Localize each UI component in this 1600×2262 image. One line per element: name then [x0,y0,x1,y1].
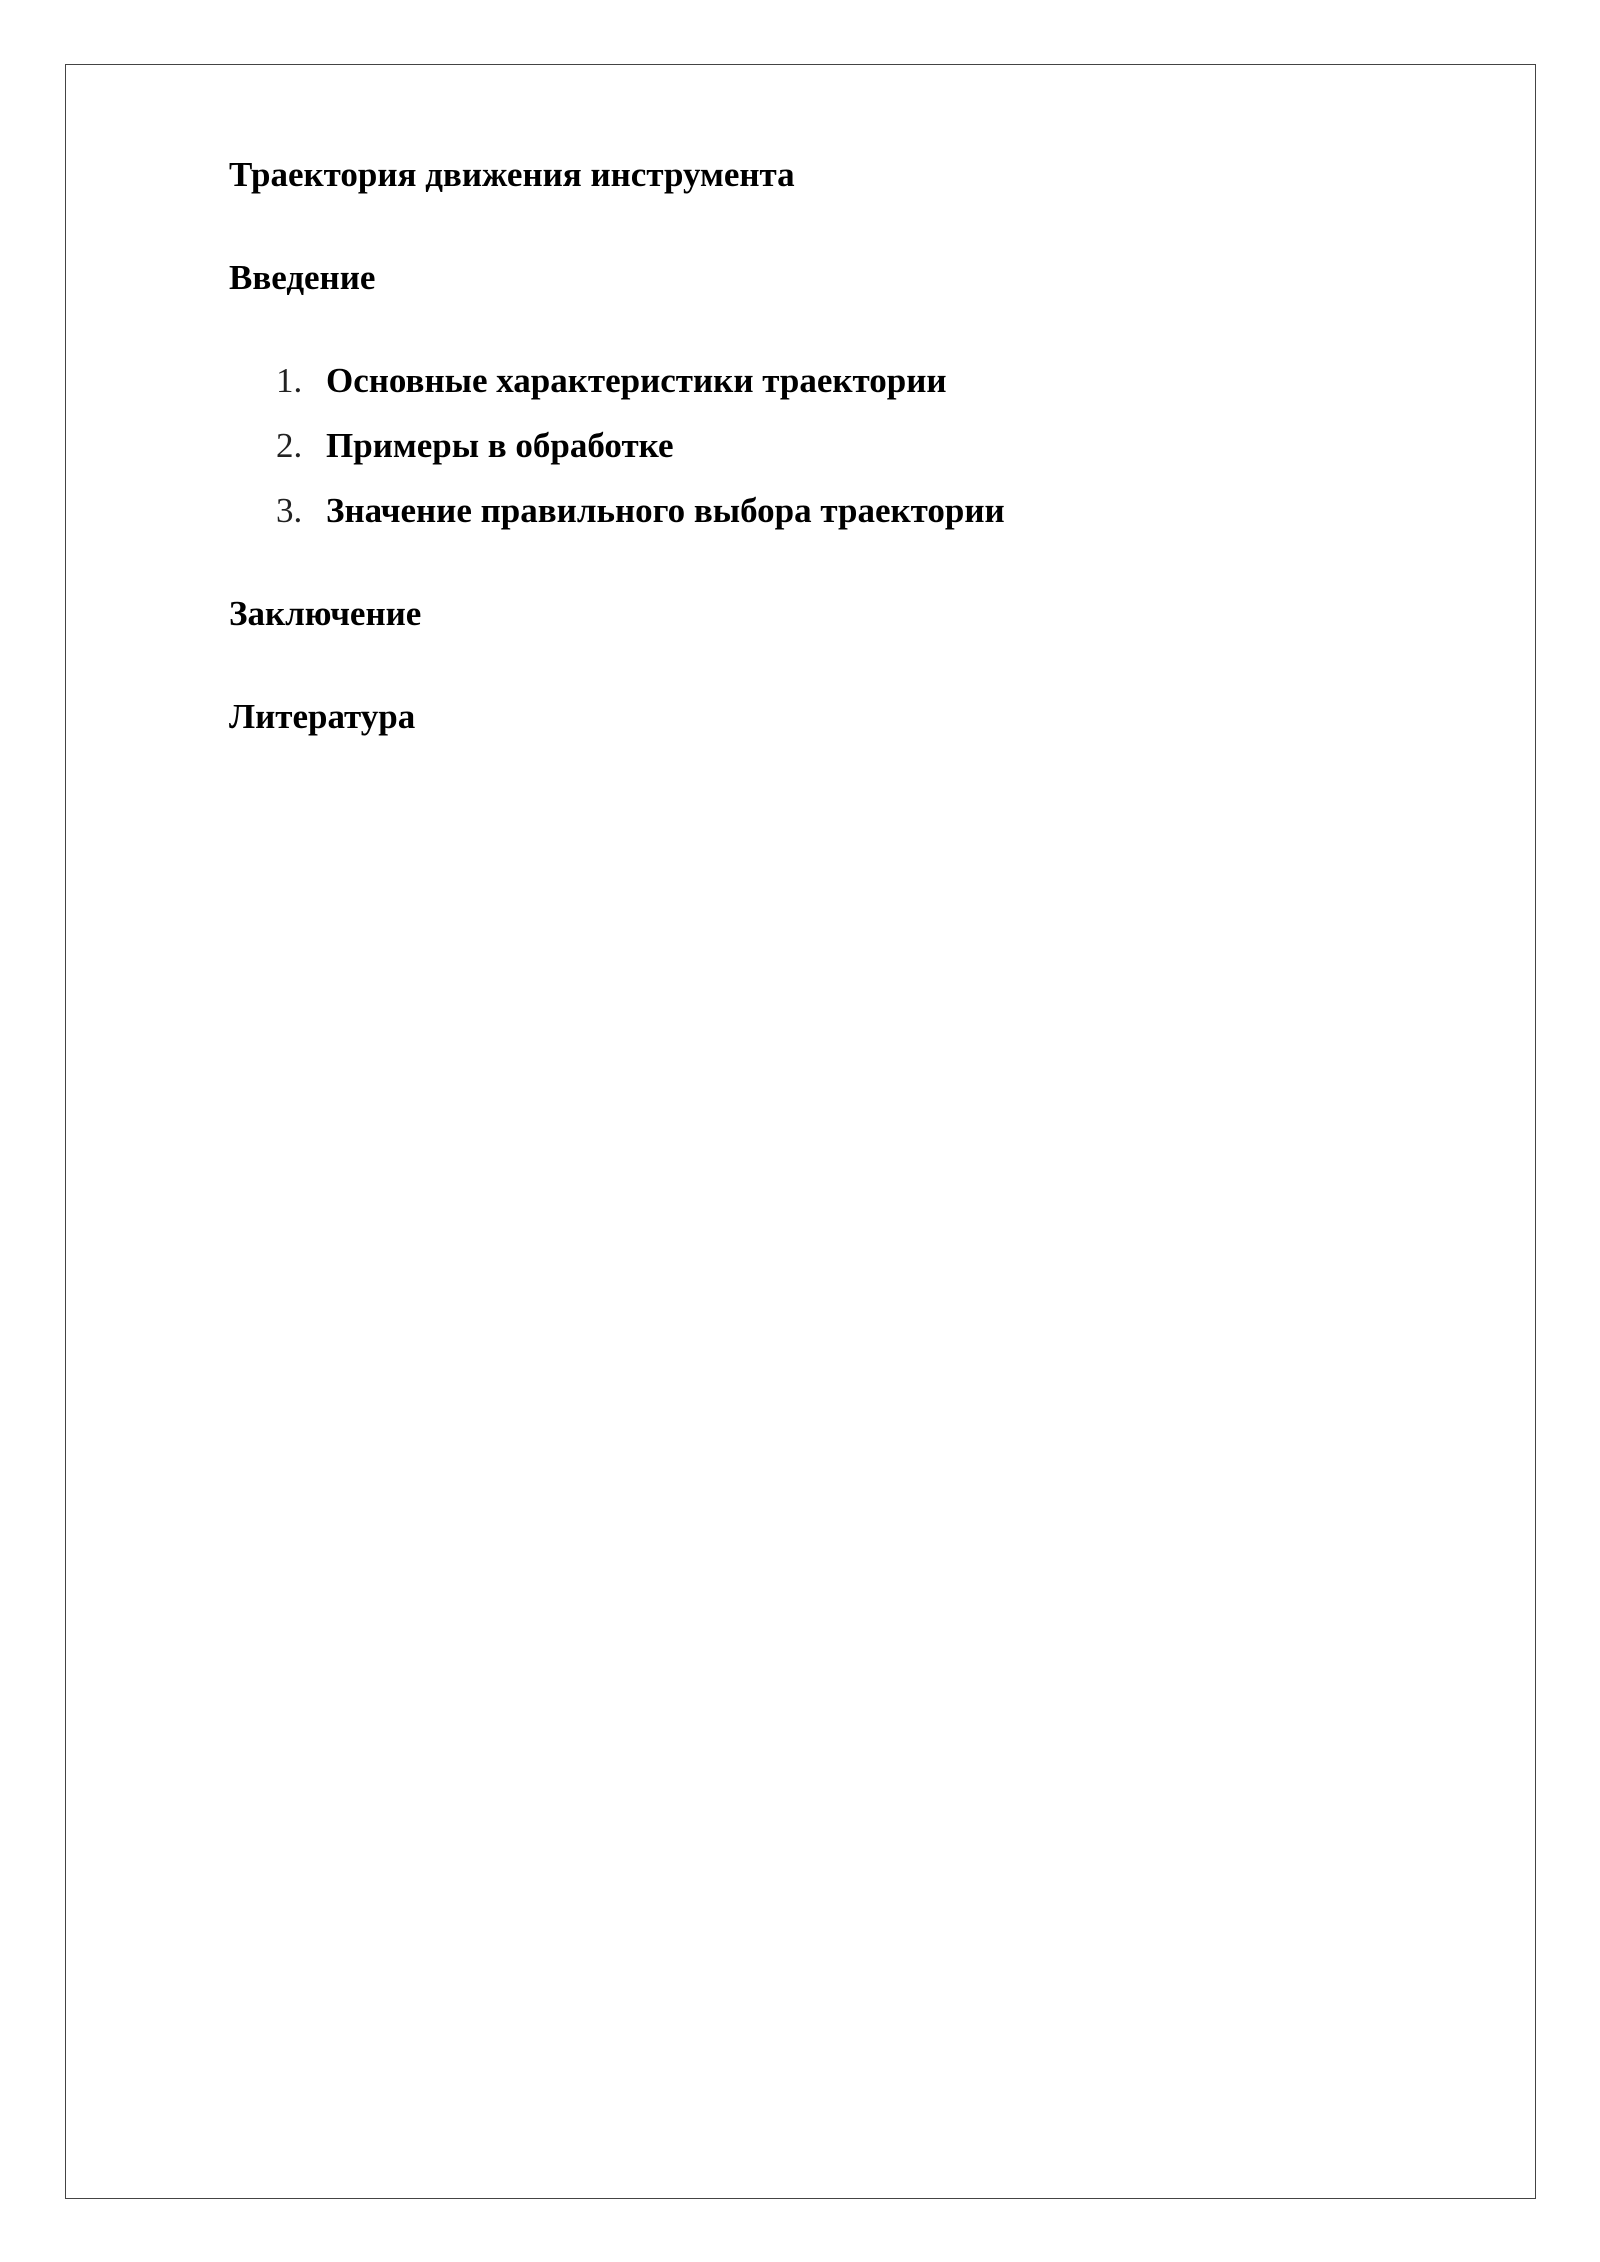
section-references: Литература [229,697,416,736]
toc-item-label: Значение правильного выбора траектории [326,491,1005,530]
toc-item-number: 1. [276,361,303,400]
toc-item-label: Основные характеристики траектории [326,361,947,400]
section-conclusion: Заключение [229,594,422,633]
toc-item-label: Примеры в обработке [326,426,674,465]
section-intro: Введение [229,258,376,297]
toc-item-number: 3. [276,491,303,530]
document-title: Траектория движения инструмента [229,155,795,194]
toc-item-number: 2. [276,426,303,465]
